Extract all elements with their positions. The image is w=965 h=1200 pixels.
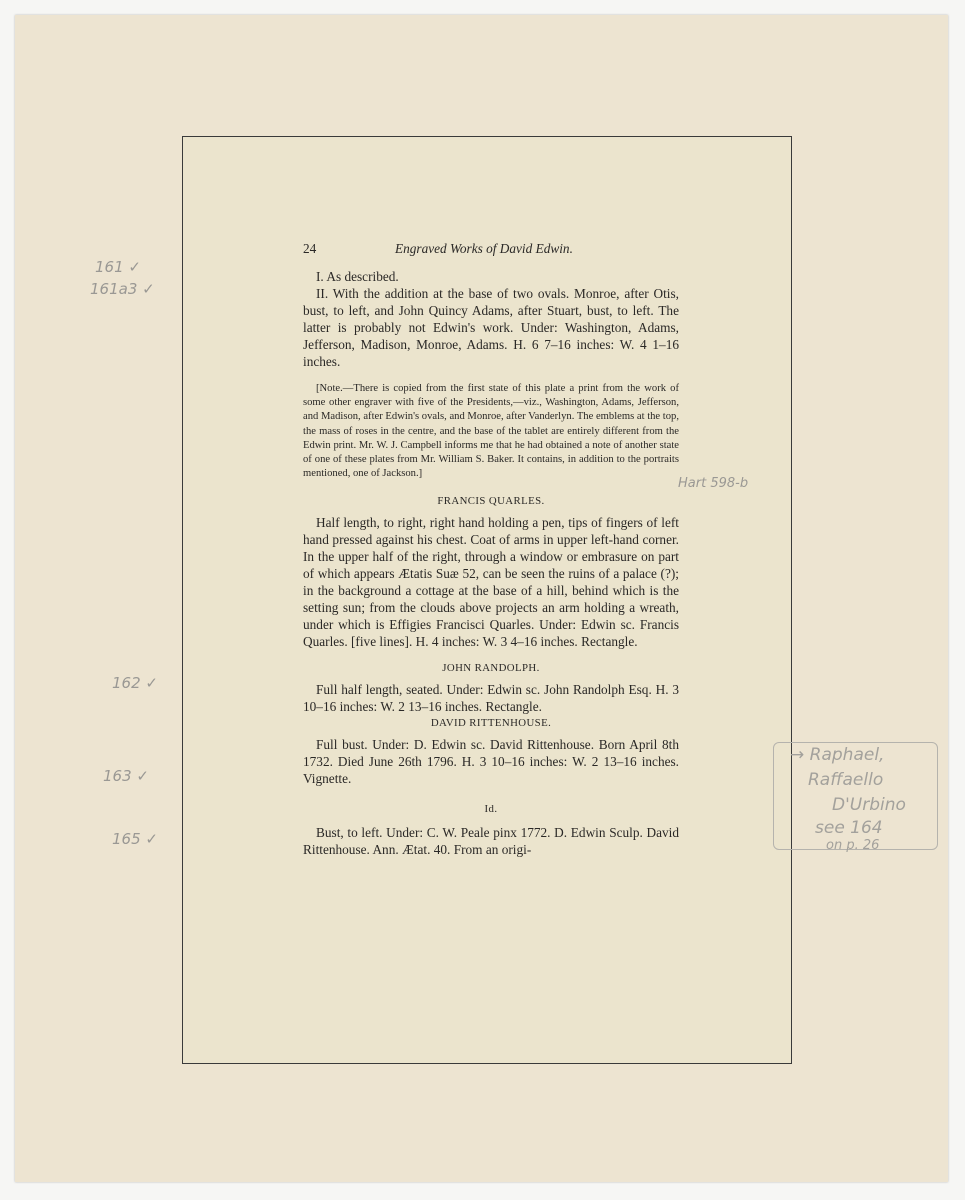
state-2-paragraph: II. With the addition at the base of two ovals. Monroe, after Otis, bust, to left, and John Quincy Adams, after Stuart, bust, to left. The latter is probably not Edwin's work. Under: Washington, Adams, Jefferson, Madison, Monroe, Adams. H. 6 7–16 inches: W. 4 1–16 inches. — [303, 286, 679, 369]
section-title-id: Id. — [484, 803, 498, 816]
page-text — [303, 240, 679, 858]
margin-note-hart: Hart 598-b — [678, 476, 749, 491]
id-description: Bust, to left. Under: C. W. Peale pinx 1772. D. Edwin Sculp. David Rittenhouse. Ann. Ætat. 40. From an origi- — [303, 825, 679, 858]
page-header — [303, 240, 679, 260]
margin-note-raphael: → Raphael, — [790, 745, 885, 765]
section-title-randolph: JOHN RANDOLPH. — [442, 662, 540, 675]
margin-note-161: 161 ✓ — [95, 258, 141, 276]
randolph-description: Full half length, seated. Under: Edwin sc. John Randolph Esq. H. 3 10–16 inches: W. 2 13–16 inches. Rectangle. — [303, 682, 679, 715]
margin-note-165: 165 ✓ — [112, 830, 158, 848]
page-number: 24 — [303, 241, 317, 256]
margin-note-durbino: D'Urbino — [832, 795, 906, 815]
running-title: Engraved Works of David Edwin. — [395, 241, 573, 256]
section-title-quarles: FRANCIS QUARLES. — [437, 495, 545, 508]
margin-note-page-26: on p. 26 — [826, 838, 880, 853]
margin-note-see-164: see 164 — [815, 818, 883, 838]
rittenhouse-description: Full bust. Under: D. Edwin sc. David Rittenhouse. Born April 8th 1732. Died June 26th 1796. H. 3 10–16 inches: W. 2 13–16 inches. Vignette. — [303, 737, 679, 787]
section-title-rittenhouse: DAVID RITTENHOUSE. — [430, 717, 552, 730]
quarles-description: Half length, to right, right hand holding a pen, tips of fingers of left hand pressed against his chest. Coat of arms in upper left-hand corner. In the upper half of the right, through a window or embrasure on part of which appears Ætatis Suæ 52, can be seen the ruins of a palace (?); in the background a cottage at the base of a hill, behind which is the setting sun; from the clouds above projects an arm holding a wreath, under which is Effigies Francisci Quarles. Under: Edwin sc. Francis Quarles. [five lines]. H. 4 inches: W. 3 4–16 inches. Rectangle. — [303, 515, 679, 650]
margin-note-raffaello: Raffaello — [808, 770, 884, 790]
margin-note-163: 163 ✓ — [103, 767, 149, 785]
margin-note-162: 162 ✓ — [112, 674, 158, 692]
note-paragraph: [Note.—There is copied from the first state of this plate a print from the work of some other engraver with five of the Presidents,—viz., Washington, Adams, Jefferson, and Madison, after Edwin's ovals, and Monroe, after Vanderlyn. The emblems at the top, the mass of roses in the centre, and the base of the tablet are entirely different from the Edwin print. Mr. W. J. Campbell informs me that he had obtained a note of another state of one of these plates from Mr. William S. Baker. It contains, in addition to the portraits mentioned, one of Jackson.] — [303, 383, 679, 480]
state-1-paragraph: I. As described. — [316, 269, 399, 284]
margin-note-161a3: 161a3 ✓ — [90, 280, 155, 298]
